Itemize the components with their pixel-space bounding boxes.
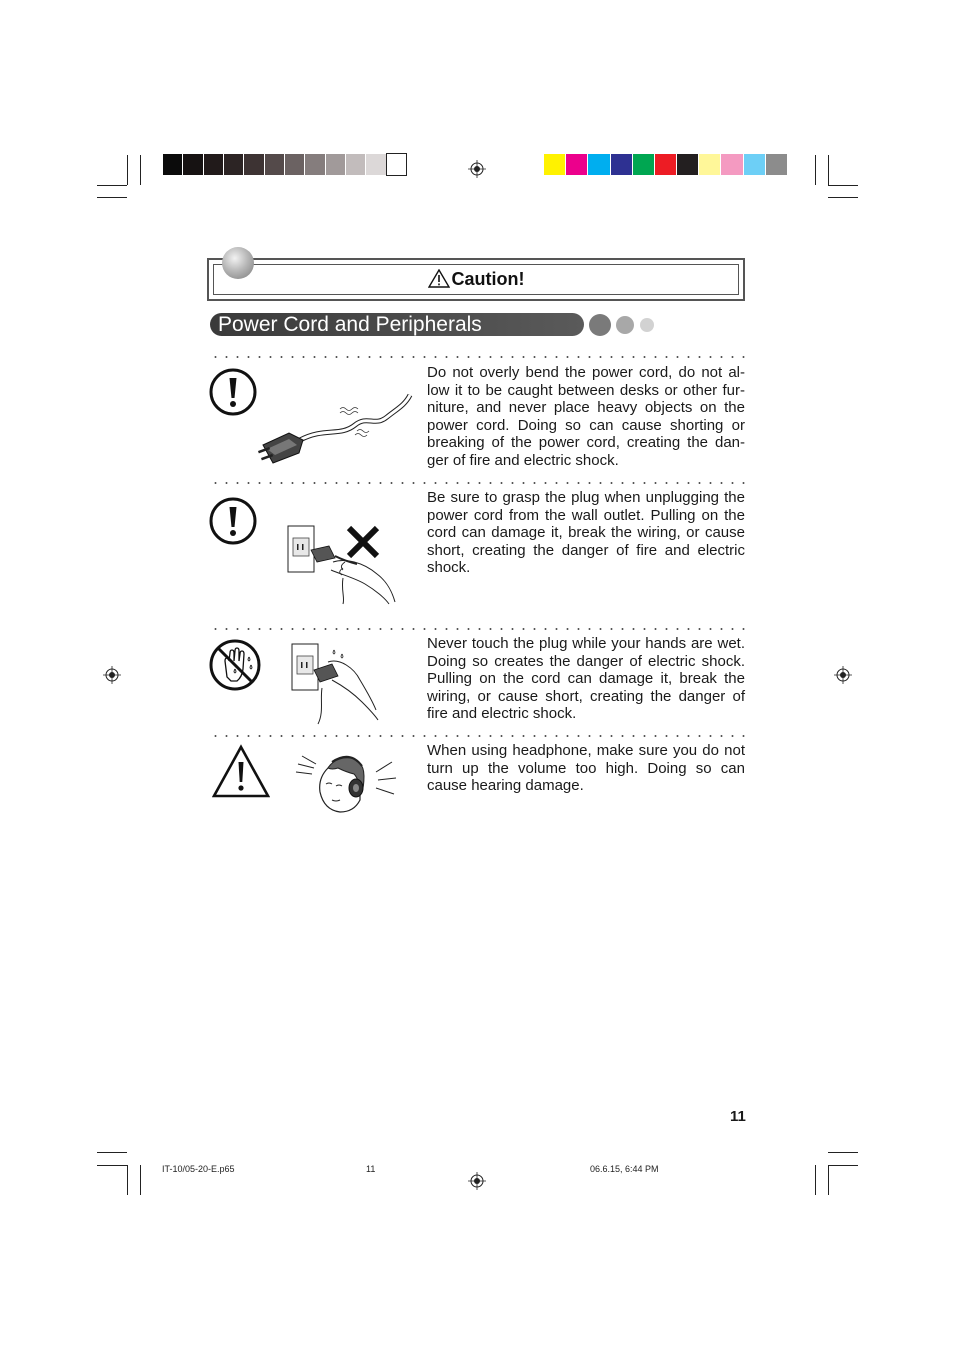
exclamation-circle-icon	[209, 368, 257, 416]
dotted-divider	[210, 482, 746, 484]
registration-mark-icon	[468, 1172, 486, 1190]
gray-swatch	[326, 154, 345, 175]
registration-mark-icon	[834, 666, 852, 684]
warning-triangle-icon	[428, 269, 450, 288]
color-swatch	[633, 154, 654, 175]
power-cord-illustration	[255, 385, 415, 470]
gray-swatch	[285, 154, 304, 175]
color-swatch	[588, 154, 609, 175]
gray-swatch	[204, 154, 223, 175]
instruction-text: Do not overly bend the power cord, do not al-low it to be caught between desks or other fur-niture, and never place heavy objects on the power cord. Doing so can cause shorting or breaking of the power cord, creating the dan-ger of fire and electric shock.	[427, 364, 745, 469]
globe-icon	[222, 247, 254, 279]
caution-header	[207, 258, 745, 301]
instruction-text: When using headphone, make sure you do not turn up the volume too high. Doing so can cause hearing damage.	[427, 742, 745, 795]
footer-page: 11	[366, 1164, 376, 1174]
color-swatch	[699, 154, 720, 175]
color-swatch	[721, 154, 742, 175]
registration-mark-icon	[468, 160, 486, 178]
decorative-dot-icon	[640, 318, 654, 332]
decorative-dot-icon	[589, 314, 611, 336]
gray-swatch	[305, 154, 324, 175]
footer-filename: IT-10/05-20-E.p65	[162, 1164, 235, 1174]
color-swatch	[566, 154, 587, 175]
page-number: 11	[730, 1108, 746, 1125]
gray-swatch	[366, 154, 385, 175]
dotted-divider	[210, 356, 746, 358]
color-swatch	[544, 154, 565, 175]
gray-swatch	[224, 154, 243, 175]
decorative-dot-icon	[616, 316, 634, 334]
gray-swatch	[265, 154, 284, 175]
registration-mark-icon	[103, 666, 121, 684]
gray-swatch	[183, 154, 202, 175]
color-swatch	[611, 154, 632, 175]
dotted-divider	[210, 735, 746, 737]
color-swatch	[744, 154, 765, 175]
unplug-by-cord-illustration	[285, 518, 400, 606]
no-wet-hands-icon	[209, 639, 261, 691]
gray-swatch	[346, 154, 365, 175]
footer-date: 06.6.15, 6:44 PM	[590, 1164, 659, 1174]
gray-swatch	[387, 154, 406, 175]
color-swatch	[677, 154, 698, 175]
person-with-headphones-illustration	[292, 748, 398, 818]
exclamation-circle-icon	[209, 497, 257, 545]
dotted-divider	[210, 628, 746, 630]
section-title-bar	[210, 313, 584, 336]
warning-triangle-icon	[212, 744, 270, 798]
section-title: Power Cord and Peripherals	[218, 313, 482, 336]
color-swatch	[655, 154, 676, 175]
caution-title: Caution!	[451, 269, 525, 289]
wet-hand-on-plug-illustration	[288, 640, 383, 728]
instruction-text: Never touch the plug while your hands are wet. Doing so creates the danger of electric shock. Pulling on the cord can damage it, break the wiring, or cause short, creating the danger of fire and electric shock.	[427, 635, 745, 723]
gray-swatch	[163, 154, 182, 175]
color-swatch	[766, 154, 787, 175]
instruction-text: Be sure to grasp the plug when unplugging the power cord from the wall outlet. Pulling on the cord can damage it, break the wiring, or cause short, creating the danger of fire and electric shock.	[427, 489, 745, 577]
gray-swatch	[244, 154, 263, 175]
